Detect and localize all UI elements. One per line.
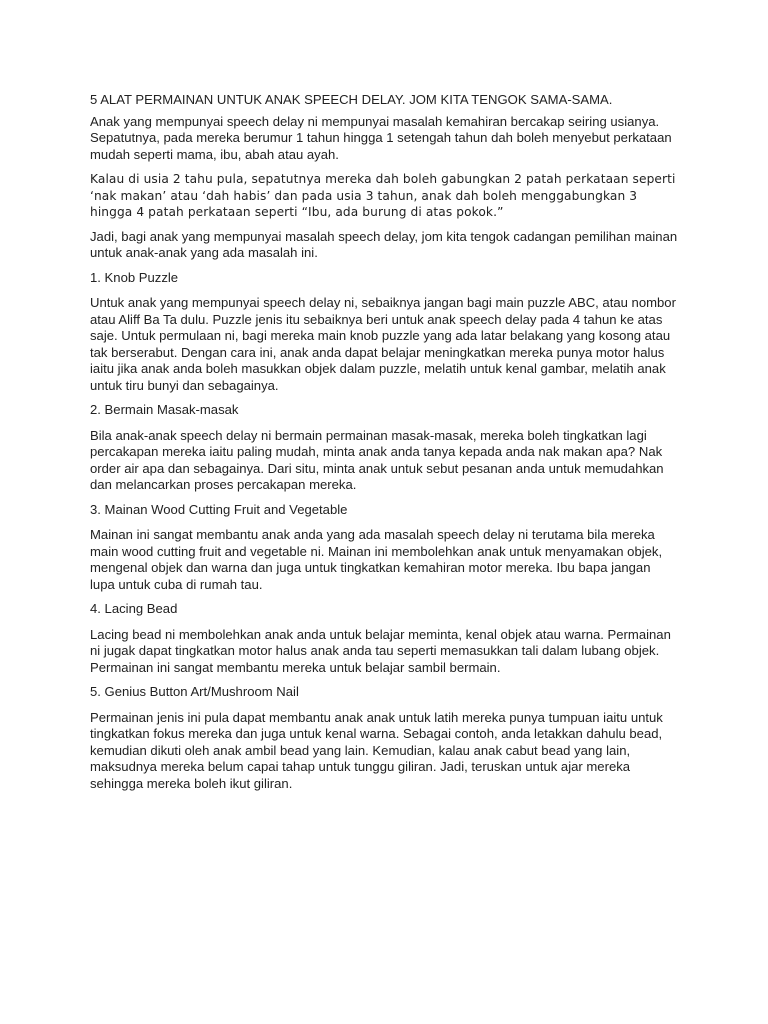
section-body-3: Mainan ini sangat membantu anak anda yang ada masalah speech delay ni terutama bila mereka main wood cutting fruit and vegetable ni. Mainan ini membolehkan anak untuk menyamakan objek, mengenal objek dan warna dan juga untuk tingkatkan kemahiran motor mereka. Ibu bapa jangan lupa untuk cuba di rumah tau. [90,527,663,592]
intro-paragraph-1: Anak yang mempunyai speech delay ni mempunyai masalah kemahiran bercakap seiring usianya. Sepatutnya, pada mereka berumur 1 tahun hingga 1 setengah tahun dah boleh menyebut perkataan mudah seperti mama, ibu, abah atau ayah. [90,113,672,162]
section-heading-5: 5. Genius Button Art/Mushroom Nail [90,684,299,699]
section-heading-3: 3. Mainan Wood Cutting Fruit and Vegetable [90,501,348,517]
section-body-1: Untuk anak yang mempunyai speech delay ni, sebaiknya jangan bagi main puzzle ABC, atau nombor atau Aliff Ba Ta dulu. Puzzle jenis itu sebaiknya beri untuk anak speech delay pada 4 tahun ke atas saje. Untuk permulaan ni, bagi mereka main knob puzzle yang ada latar belakang yang kosong atau tak berserabut. Dengan cara ini, anak anda dapat belajar meningkatkan mereka punya motor halus iaitu jika anak anda boleh masukkan objek dalam puzzle, melatih untuk kenal gambar, melatih anak untuk tiru bunyi dan sebagainya. [90,295,676,393]
intro-paragraph-3: Jadi, bagi anak yang mempunyai masalah speech delay, jom kita tengok cadangan pemilihan mainan untuk anak-anak yang ada masalah ini. [90,228,678,260]
section-heading-2: 2. Bermain Masak-masak [90,402,239,417]
section-heading-4: 4. Lacing Bead [90,601,178,616]
section-body-2: Bila anak-anak speech delay ni bermain permainan masak-masak, mereka boleh tingkatkan lagi percakapan mereka iaitu paling mudah, minta anak anda tanya kepada anda nak makan apa? Nak order air apa dan sebagainya. Dari situ, minta anak untuk sebut pesanan anda untuk memudahkan dan melancarkan proses percakapan mereka. [90,427,664,492]
section-body-5: Permainan jenis ini pula dapat membantu anak anak untuk latih mereka punya tumpuan iaitu untuk tingkatkan fokus mereka dan juga untuk kenal warna. Sebagai contoh, anda letakkan dahulu bead, kemudian dikuti oleh anak ambil bead yang lain. Kemudian, kalau anak cabut bead yang lain, maksudnya mereka belum capai tahap untuk tunggu giliran. Jadi, teruskan untuk ajar mereka sehingga mereka boleh ikut giliran. [90,709,663,791]
document-page [90,92,678,800]
section-heading-1: 1. Knob Puzzle [90,269,179,285]
intro-paragraph-2: Kalau di usia 2 tahu pula, sepatutnya mereka dah boleh gabungkan 2 patah perkataan seperti ‘nak makan’ atau ‘dah habis’ dan pada usia 3 tahun, anak dah boleh menggabungkan 3 hingga 4 patah perkataan seperti “Ibu, ada burung di atas pokok.” [90,172,676,219]
document-title: 5 ALAT PERMAINAN UNTUK ANAK SPEECH DELAY. JOM KITA TENGOK SAMA-SAMA. [90,92,613,107]
section-body-4: Lacing bead ni membolehkan anak anda untuk belajar meminta, kenal objek atau warna. Permainan ni jugak dapat tingkatkan motor halus anak anda tau seperti memasukkan tali dalam lubang objek. Permainan ini sangat membantu mereka untuk belajar sambil bermain. [90,626,671,675]
